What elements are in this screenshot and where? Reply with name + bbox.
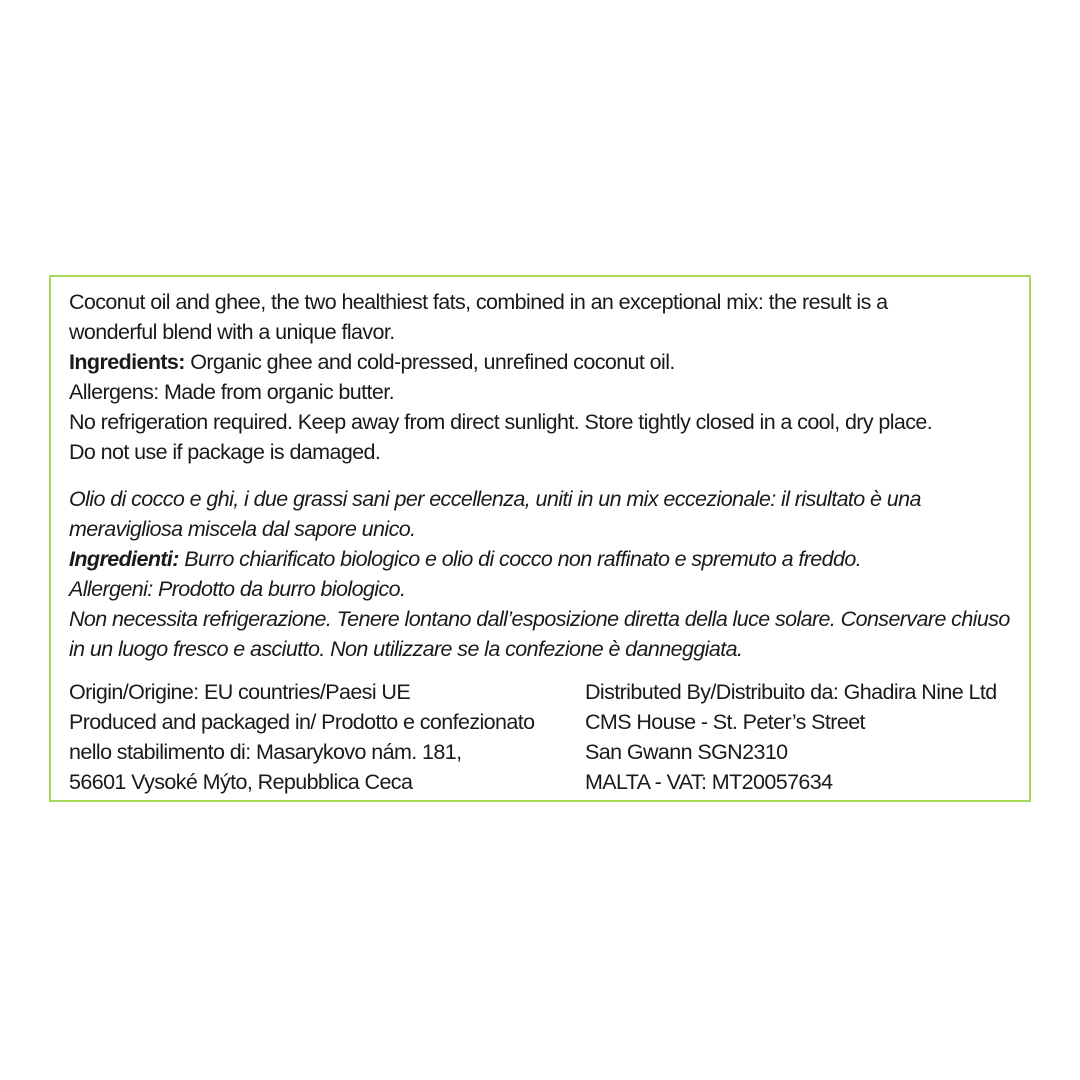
origin-line: Produced and packaged in/ Prodotto e confezionato	[69, 710, 535, 734]
italian-storage-line-1: Non necessita refrigerazione. Tenere lontano dall’esposizione diretta della luce solare. Conservare chiuso	[69, 607, 1010, 631]
english-ingredients-label: Ingredients:	[69, 350, 185, 374]
italian-section	[69, 484, 1011, 664]
distributor-block	[585, 677, 997, 797]
origin-line: nello stabilimento di: Masarykovo nám. 181,	[69, 740, 462, 764]
english-storage-line-1: No refrigeration required. Keep away from direct sunlight. Store tightly closed in a cool, dry place.	[69, 410, 933, 434]
italian-storage-line-2: in un luogo fresco e asciutto. Non utilizzare se la confezione è danneggiata.	[69, 637, 743, 661]
italian-ingredients-label: Ingredienti:	[69, 547, 179, 571]
english-section	[69, 287, 1011, 467]
english-description-line-1: Coconut oil and ghee, the two healthiest fats, combined in an exceptional mix: the result is a	[69, 290, 888, 314]
english-ingredients-text: Organic ghee and cold-pressed, unrefined coconut oil.	[184, 350, 675, 374]
italian-description-line-2: meravigliosa miscela dal sapore unico.	[69, 517, 416, 541]
origin-block	[69, 677, 534, 797]
english-description-line-2: wonderful blend with a unique flavor.	[69, 320, 395, 344]
distributor-line: Distributed By/Distribuito da: Ghadira Nine Ltd	[585, 680, 997, 704]
italian-allergens: Allergeni: Prodotto da burro biologico.	[69, 577, 406, 601]
origin-line: Origin/Origine: EU countries/Paesi UE	[69, 680, 411, 704]
english-allergens: Allergens: Made from organic butter.	[69, 380, 394, 404]
italian-description-line-1: Olio di cocco e ghi, i due grassi sani per eccellenza, uniti in un mix eccezionale: il risultato è una	[69, 487, 921, 511]
english-ingredients	[69, 347, 1011, 377]
distributor-line: CMS House - St. Peter’s Street	[585, 710, 865, 734]
distributor-line: MALTA - VAT: MT20057634	[585, 770, 833, 794]
italian-ingredients-text: Burro chiarificato biologico e olio di cocco non raffinato e spremuto a freddo.	[178, 547, 862, 571]
product-label-box	[49, 275, 1031, 802]
italian-ingredients	[69, 544, 1011, 574]
english-storage-line-2: Do not use if package is damaged.	[69, 440, 381, 464]
origin-line: 56601 Vysoké Mýto, Repubblica Ceca	[69, 770, 413, 794]
distributor-line: San Gwann SGN2310	[585, 740, 788, 764]
